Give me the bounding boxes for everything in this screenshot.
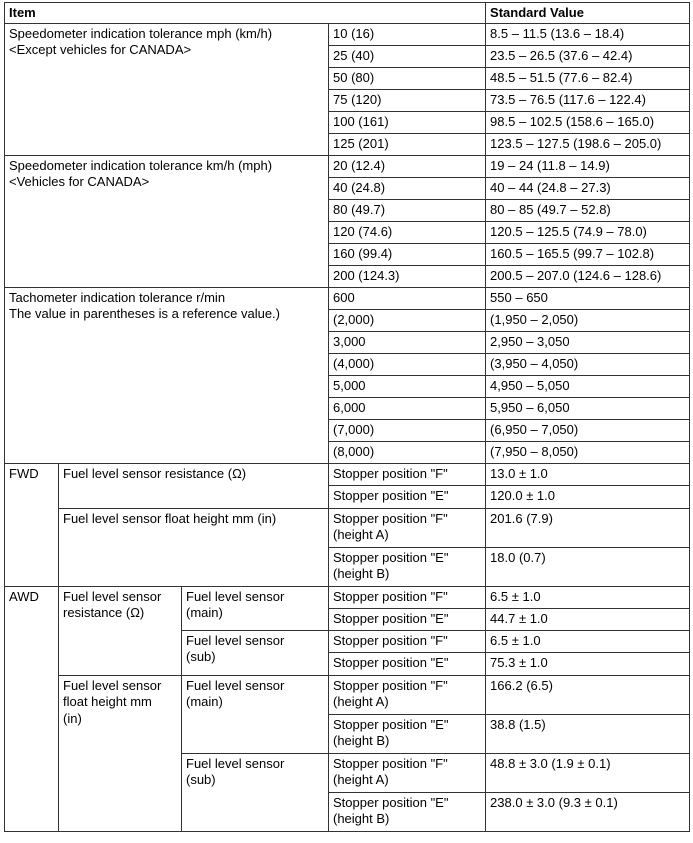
value-cell: 6.5 ± 1.0	[486, 586, 690, 608]
condition-cell: Stopper position "F"	[329, 586, 486, 608]
value-cell: 201.6 (7.9)	[486, 508, 690, 547]
value-cell: 120.5 – 125.5 (74.9 – 78.0)	[486, 221, 690, 243]
table-row	[5, 675, 690, 714]
awd-resistance-sub-label: Fuel level sensor (sub)	[182, 630, 329, 675]
table-header-row	[5, 3, 690, 24]
condition-cell: Stopper position "E"	[329, 652, 486, 675]
condition-cell: 20 (12.4)	[329, 155, 486, 177]
condition-cell: 600	[329, 287, 486, 309]
condition-cell: 125 (201)	[329, 133, 486, 155]
table-row	[5, 287, 690, 309]
value-cell: 18.0 (0.7)	[486, 547, 690, 586]
fwd-resistance-label: Fuel level sensor resistance (Ω)	[59, 463, 329, 508]
condition-cell: 40 (24.8)	[329, 177, 486, 199]
value-cell: 8.5 – 11.5 (13.6 – 18.4)	[486, 23, 690, 45]
awd-float-label: Fuel level sensor float height mm (in)	[59, 675, 182, 831]
value-cell: 38.8 (1.5)	[486, 714, 690, 753]
value-cell: 80 – 85 (49.7 – 52.8)	[486, 199, 690, 221]
condition-cell: (8,000)	[329, 441, 486, 463]
value-cell: 550 – 650	[486, 287, 690, 309]
condition-cell: Stopper position "F" (height A)	[329, 753, 486, 792]
condition-cell: 80 (49.7)	[329, 199, 486, 221]
value-cell: 6.5 ± 1.0	[486, 630, 690, 652]
condition-cell: Stopper position "F"	[329, 463, 486, 485]
header-item: Item	[5, 3, 486, 24]
fwd-label: FWD	[5, 463, 59, 586]
table-row	[5, 586, 690, 608]
condition-cell: (2,000)	[329, 309, 486, 331]
value-cell: 40 – 44 (24.8 – 27.3)	[486, 177, 690, 199]
value-cell: 123.5 – 127.5 (198.6 – 205.0)	[486, 133, 690, 155]
condition-cell: (4,000)	[329, 353, 486, 375]
condition-cell: Stopper position "F" (height A)	[329, 675, 486, 714]
value-cell: 160.5 – 165.5 (99.7 – 102.8)	[486, 243, 690, 265]
condition-cell: Stopper position "F"	[329, 630, 486, 652]
value-cell: 200.5 – 207.0 (124.6 – 128.6)	[486, 265, 690, 287]
condition-cell: 25 (40)	[329, 45, 486, 67]
standard-value-table	[4, 2, 690, 832]
condition-cell: Stopper position "E"	[329, 485, 486, 508]
condition-cell: 100 (161)	[329, 111, 486, 133]
value-cell: (6,950 – 7,050)	[486, 419, 690, 441]
value-cell: 5,950 – 6,050	[486, 397, 690, 419]
header-standard-value: Standard Value	[486, 3, 690, 24]
value-cell: 75.3 ± 1.0	[486, 652, 690, 675]
value-cell: 48.5 – 51.5 (77.6 – 82.4)	[486, 67, 690, 89]
value-cell: (1,950 – 2,050)	[486, 309, 690, 331]
table-row	[5, 155, 690, 177]
value-cell: 98.5 – 102.5 (158.6 – 165.0)	[486, 111, 690, 133]
awd-float-sub-label: Fuel level sensor (sub)	[182, 753, 329, 831]
value-cell: (7,950 – 8,050)	[486, 441, 690, 463]
condition-cell: 75 (120)	[329, 89, 486, 111]
condition-cell: Stopper position "F" (height A)	[329, 508, 486, 547]
condition-cell: 3,000	[329, 331, 486, 353]
value-cell: 238.0 ± 3.0 (9.3 ± 0.1)	[486, 792, 690, 831]
condition-cell: 6,000	[329, 397, 486, 419]
value-cell: 2,950 – 3,050	[486, 331, 690, 353]
condition-cell: 5,000	[329, 375, 486, 397]
fwd-float-label: Fuel level sensor float height mm (in)	[59, 508, 329, 586]
table-row	[5, 23, 690, 45]
condition-cell: 50 (80)	[329, 67, 486, 89]
value-cell: (3,950 – 4,050)	[486, 353, 690, 375]
speedo-kmh-label: Speedometer indication tolerance km/h (mph) <Vehicles for CANADA>	[5, 155, 329, 287]
value-cell: 73.5 – 76.5 (117.6 – 122.4)	[486, 89, 690, 111]
awd-resistance-main-label: Fuel level sensor (main)	[182, 586, 329, 630]
condition-cell: Stopper position "E"	[329, 608, 486, 630]
condition-cell: Stopper position "E" (height B)	[329, 792, 486, 831]
value-cell: 4,950 – 5,050	[486, 375, 690, 397]
tacho-label: Tachometer indication tolerance r/min The value in parentheses is a reference value.)	[5, 287, 329, 463]
value-cell: 19 – 24 (11.8 – 14.9)	[486, 155, 690, 177]
condition-cell: Stopper position "E" (height B)	[329, 714, 486, 753]
awd-label: AWD	[5, 586, 59, 831]
condition-cell: (7,000)	[329, 419, 486, 441]
value-cell: 44.7 ± 1.0	[486, 608, 690, 630]
value-cell: 166.2 (6.5)	[486, 675, 690, 714]
awd-resistance-label: Fuel level sensor resistance (Ω)	[59, 586, 182, 675]
table-row	[5, 508, 690, 547]
speedo-mph-label: Speedometer indication tolerance mph (km/h) <Except vehicles for CANADA>	[5, 23, 329, 155]
value-cell: 23.5 – 26.5 (37.6 – 42.4)	[486, 45, 690, 67]
value-cell: 120.0 ± 1.0	[486, 485, 690, 508]
table-row	[5, 463, 690, 485]
condition-cell: 160 (99.4)	[329, 243, 486, 265]
awd-float-main-label: Fuel level sensor (main)	[182, 675, 329, 753]
value-cell: 48.8 ± 3.0 (1.9 ± 0.1)	[486, 753, 690, 792]
condition-cell: 200 (124.3)	[329, 265, 486, 287]
condition-cell: Stopper position "E" (height B)	[329, 547, 486, 586]
condition-cell: 120 (74.6)	[329, 221, 486, 243]
value-cell: 13.0 ± 1.0	[486, 463, 690, 485]
condition-cell: 10 (16)	[329, 23, 486, 45]
